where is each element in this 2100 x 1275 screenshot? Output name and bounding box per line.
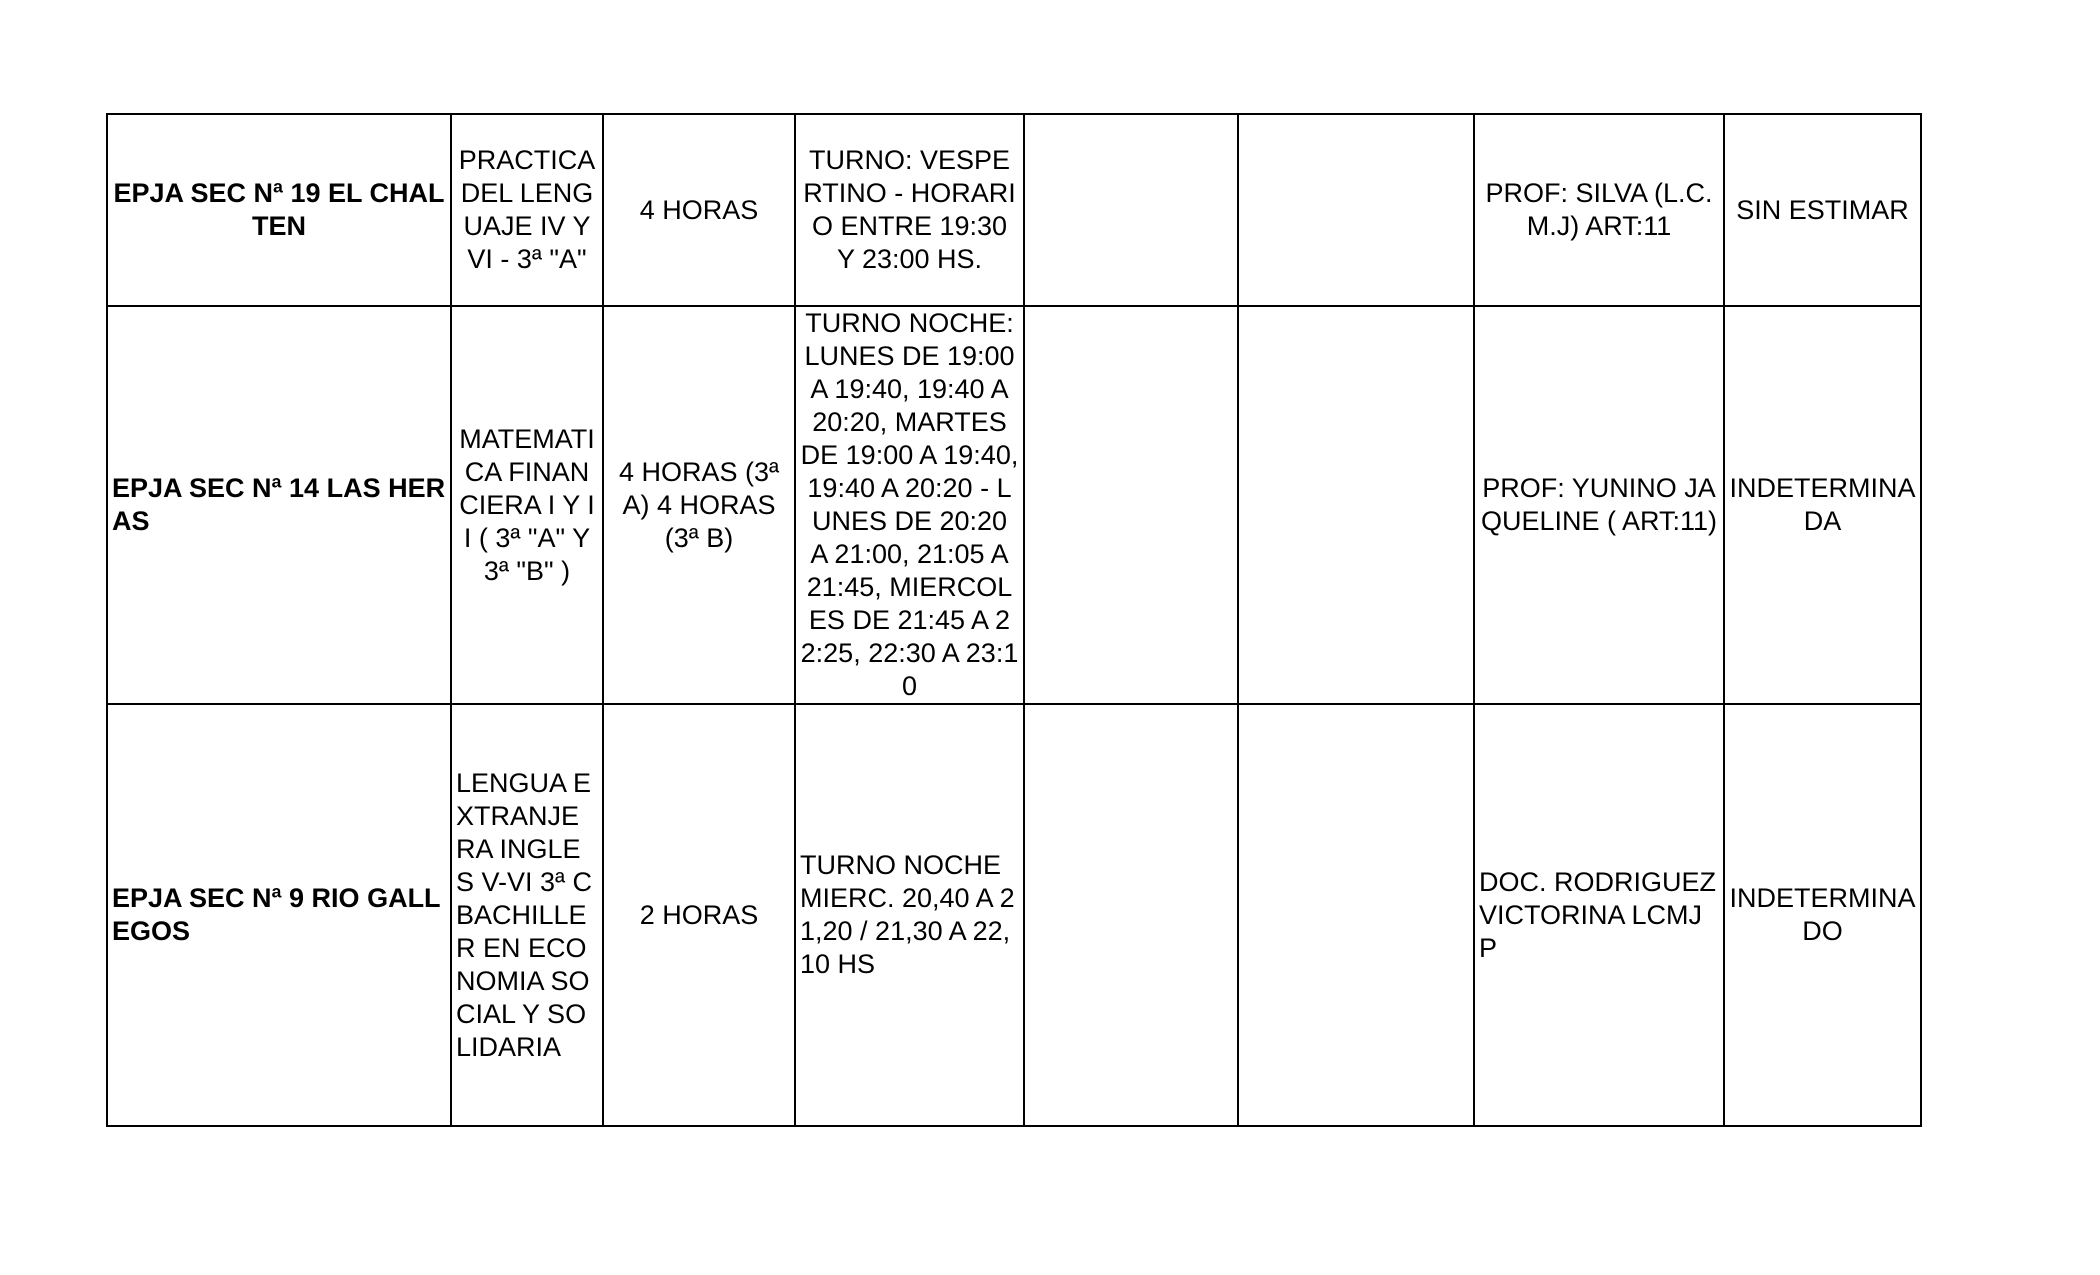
schedule-cell: TURNO: VESPERTINO - HORARIO ENTRE 19:30 Y 23:00 HS. xyxy=(795,114,1024,306)
hours-cell: 4 HORAS xyxy=(603,114,795,306)
empty-cell xyxy=(1238,306,1474,704)
table-row xyxy=(107,704,1921,1126)
subject-cell: LENGUA EXTRANJERA INGLES V-VI 3ª C BACHILLER EN ECONOMIA SOCIAL Y SOLIDARIA xyxy=(451,704,603,1126)
hours-cell: 4 HORAS (3ª A) 4 HORAS (3ª B) xyxy=(603,306,795,704)
duration-cell: INDETERMINADO xyxy=(1724,704,1921,1126)
duration-cell: SIN ESTIMAR xyxy=(1724,114,1921,306)
empty-cell xyxy=(1238,114,1474,306)
teacher-cell: PROF: YUNINO JAQUELINE ( ART:11) xyxy=(1474,306,1724,704)
empty-cell xyxy=(1024,704,1238,1126)
empty-cell xyxy=(1238,704,1474,1126)
schedule-cell: TURNO NOCHE:LUNES DE 19:00 A 19:40, 19:40 A 20:20, MARTES DE 19:00 A 19:40, 19:40 A 20:20 - LUNES DE 20:20 A 21:00, 21:05 A 21:45, MIERCOLES DE 21:45 A 22:25, 22:30 A 23:10 xyxy=(795,306,1024,704)
subject-cell: PRACTICA DEL LENGUAJE IV Y VI - 3ª "A" xyxy=(451,114,603,306)
empty-cell xyxy=(1024,114,1238,306)
table-row xyxy=(107,114,1921,306)
school-cell: EPJA SEC Nª 9 RIO GALLEGOS xyxy=(107,704,451,1126)
school-cell: EPJA SEC Nª 14 LAS HERAS xyxy=(107,306,451,704)
teacher-cell: DOC. RODRIGUEZ VICTORINA LCMJP xyxy=(1474,704,1724,1126)
schedule-cell: TURNO NOCHE MIERC. 20,40 A 21,20 / 21,30 A 22,10 HS xyxy=(795,704,1024,1126)
vacancy-table xyxy=(106,113,1922,1127)
teacher-cell: PROF: SILVA (L.C.M.J) ART:11 xyxy=(1474,114,1724,306)
table-row xyxy=(107,306,1921,704)
hours-cell: 2 HORAS xyxy=(603,704,795,1126)
empty-cell xyxy=(1024,306,1238,704)
school-cell: EPJA SEC Nª 19 EL CHALTEN xyxy=(107,114,451,306)
duration-cell: INDETERMINADA xyxy=(1724,306,1921,704)
subject-cell: MATEMATICA FINANCIERA I Y II ( 3ª "A" Y 3ª "B" ) xyxy=(451,306,603,704)
